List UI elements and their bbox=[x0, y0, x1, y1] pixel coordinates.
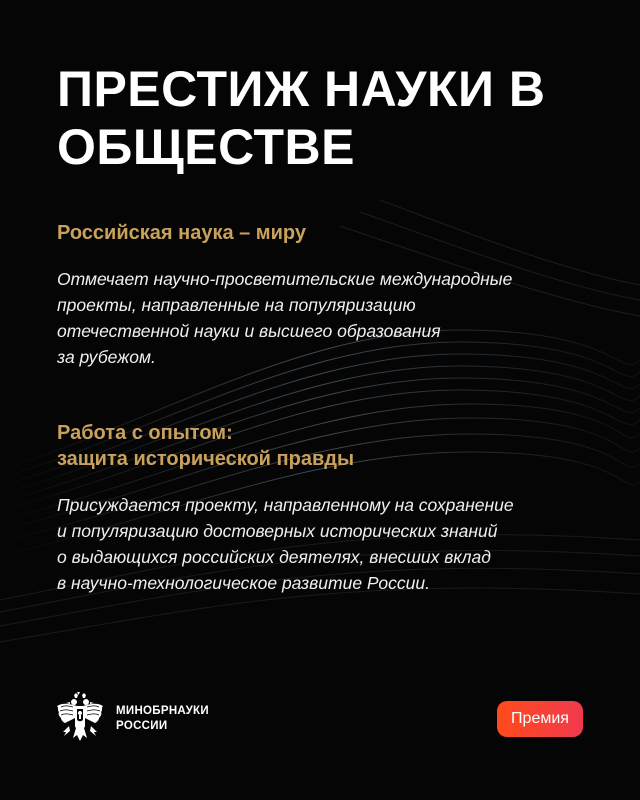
double-headed-eagle-icon bbox=[55, 692, 105, 744]
award-badge-button[interactable]: Премия bbox=[497, 701, 583, 737]
description-line: проекты, направленные на популяризацию bbox=[57, 295, 416, 315]
section-heading-russian-science: Российская наука – миру bbox=[57, 222, 306, 244]
section-description-historical-truth bbox=[57, 492, 597, 596]
description-line: в научно-технологическое развитие России. bbox=[57, 573, 430, 593]
description-line: и популяризацию достоверных исторических знаний bbox=[57, 521, 498, 541]
ministry-name-line: РОССИИ bbox=[116, 720, 168, 732]
description-line: о выдающихся российских деятелях, внесших вклад bbox=[57, 547, 491, 567]
section-heading-historical-truth bbox=[57, 420, 597, 472]
description-line: Присуждается проекту, направленному на сохранение bbox=[57, 495, 514, 515]
heading-line: Работа с опытом: bbox=[57, 422, 233, 444]
description-line: за рубежом. bbox=[57, 347, 156, 367]
section-description-russian-science bbox=[57, 266, 597, 370]
ministry-name-line: МИНОБРНАУКИ bbox=[116, 705, 209, 717]
description-line: отечественной науки и высшего образования bbox=[57, 321, 441, 341]
heading-line: защита исторической правды bbox=[57, 448, 355, 470]
ministry-name bbox=[116, 704, 209, 734]
description-line: Отмечает научно-просветительские международные bbox=[57, 269, 513, 289]
page-title: ПРЕСТИЖ НАУКИ В ОБЩЕСТВЕ bbox=[57, 61, 546, 175]
